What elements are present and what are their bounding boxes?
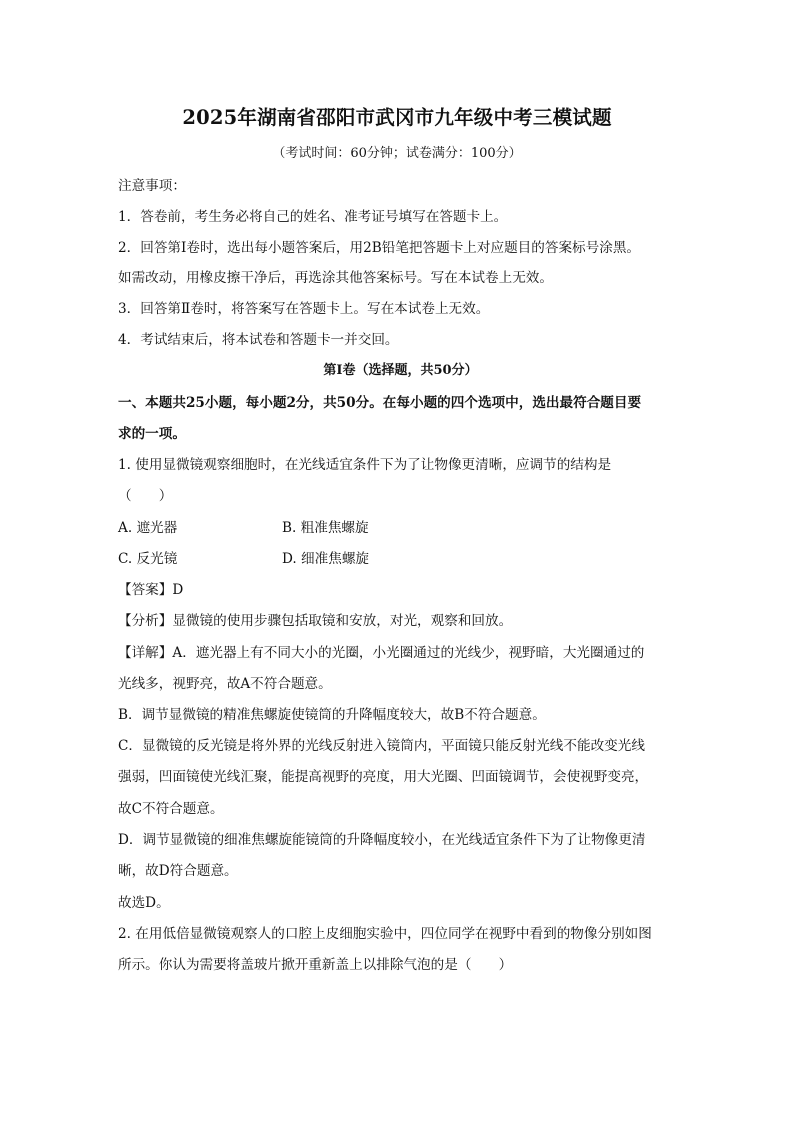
section-title: 第Ⅰ卷（选择题，共50分） xyxy=(323,363,478,378)
q1-stem-line-2: （ ） xyxy=(118,488,173,504)
note-item-3: 3．回答第Ⅱ卷时，将答案写在答题卡上。写在本试卷上无效。 xyxy=(118,301,490,317)
q1-detail-line: 强弱，凹面镜使光线汇聚，能提高视野的亮度，用大光圈、凹面镜调节，会使视野变亮， xyxy=(118,769,649,785)
q1-detail-line: C．显微镜的反光镜是将外界的光线反射进入镜筒内，平面镜只能反射光线不能改变光线 xyxy=(118,738,645,754)
q1-option-b: B. 粗准焦螺旋 xyxy=(282,520,369,536)
note-item-2-cont: 如需改动，用橡皮擦干净后，再选涂其他答案标号。写在本试卷上无效。 xyxy=(118,270,553,286)
q1-analysis: 【分析】显微镜的使用步骤包括取镜和安放，对光，观察和回放。 xyxy=(118,613,513,629)
exam-title: 2025年湖南省邵阳市武冈市九年级中考三模试题 xyxy=(182,106,612,129)
q2-stem-line-1: 2. 在用低倍显微镜观察人的口腔上皮细胞实验中，四位同学在视野中看到的物像分别如图 xyxy=(118,926,652,942)
q1-detail-line: 【详解】A．遮光器上有不同大小的光圈，小光圈通过的光线少，视野暗，大光圈通过的 xyxy=(118,645,645,661)
q1-option-c: C. 反光镜 xyxy=(118,551,178,567)
exam-subtitle: （考试时间：60分钟；试卷满分：100分） xyxy=(272,146,522,161)
q1-detail-line: 故C不符合题意。 xyxy=(118,801,224,817)
q1-detail-line: 光线多，视野亮，故A不符合题意。 xyxy=(118,676,332,692)
note-item-4: 4．考试结束后，将本试卷和答题卡一并交回。 xyxy=(118,332,399,348)
q1-detail-line: D．调节显微镜的细准焦螺旋能镜筒的升降幅度较小，在光线适宜条件下为了让物像更清 xyxy=(118,832,646,848)
section-instruction-line-2: 求的一项。 xyxy=(118,426,186,442)
q2-stem-line-2: 所示。你认为需要将盖玻片掀开重新盖上以排除气泡的是（ ） xyxy=(118,957,513,973)
q1-detail-line: 晰，故D符合题意。 xyxy=(118,863,238,879)
q1-conclusion: 故选D。 xyxy=(118,895,170,911)
notes-heading: 注意事项： xyxy=(118,178,186,194)
q1-detail-line: B．调节显微镜的精准焦螺旋使镜筒的升降幅度较大，故B不符合题意。 xyxy=(118,707,546,723)
q1-stem-line-1: 1. 使用显微镜观察细胞时，在光线适宜条件下为了让物像更清晰，应调节的结构是 xyxy=(118,457,612,473)
note-item-2: 2．回答第Ⅰ卷时，选出每小题答案后，用2B铅笔把答题卡上对应题目的答案标号涂黑。 xyxy=(118,240,641,256)
q1-option-d: D. 细准焦螺旋 xyxy=(282,551,370,567)
q1-answer: 【答案】D xyxy=(118,582,184,598)
section-instruction-line-1: 一、本题共25小题，每小题2分，共50分。在每小题的四个选项中，选出最符合题目要 xyxy=(118,395,642,411)
q1-option-a: A. 遮光器 xyxy=(118,520,178,536)
note-item-1: 1．答卷前，考生务必将自己的姓名、准考证号填写在答题卡上。 xyxy=(118,209,508,225)
